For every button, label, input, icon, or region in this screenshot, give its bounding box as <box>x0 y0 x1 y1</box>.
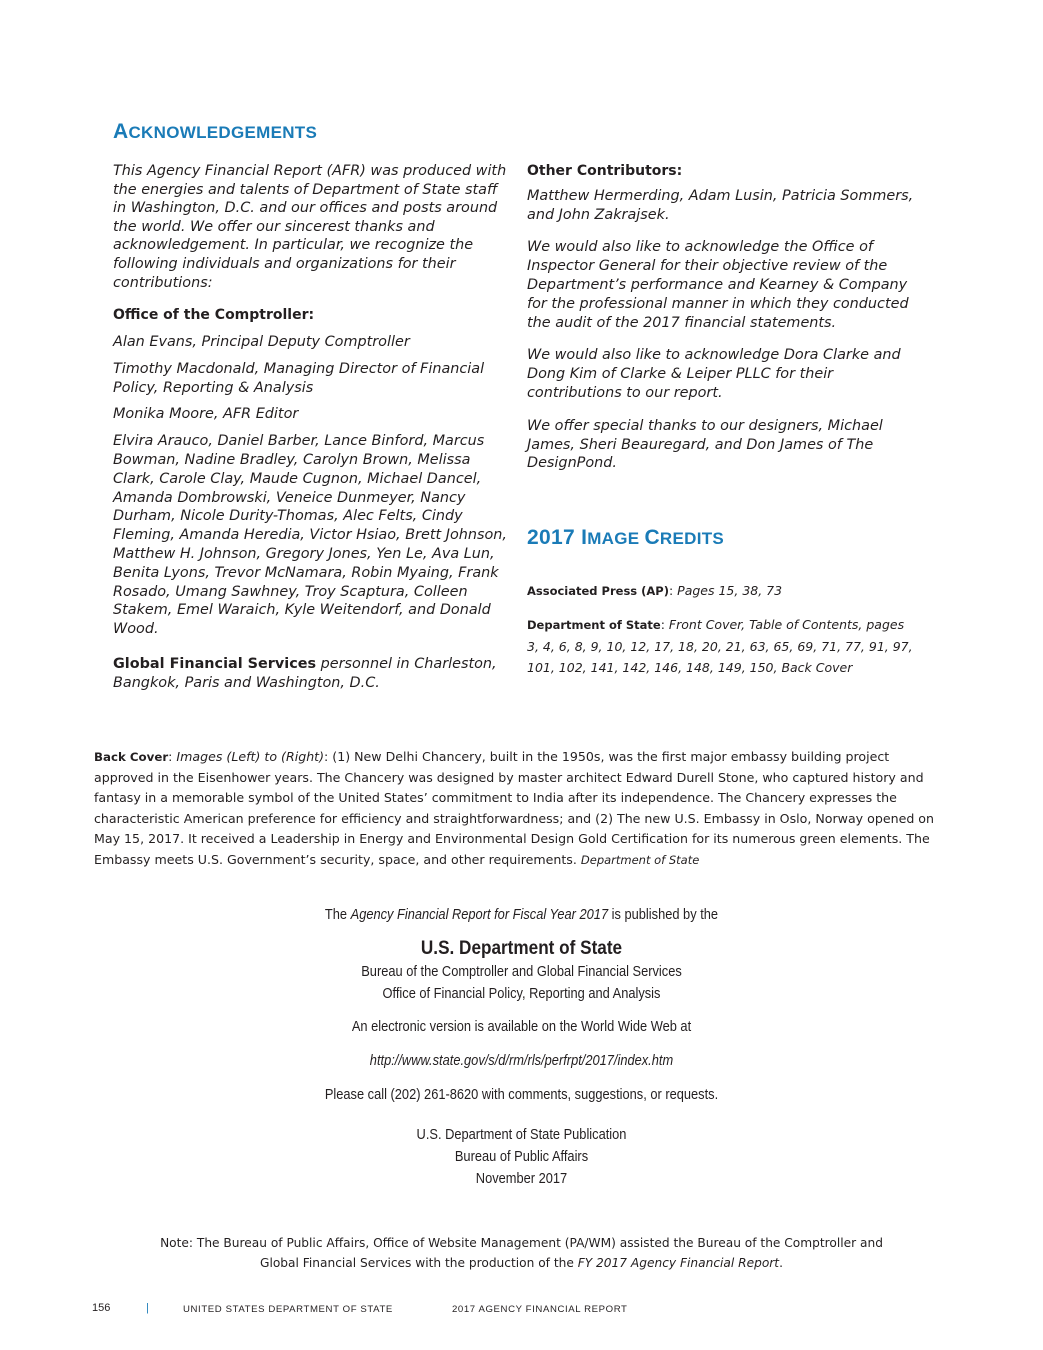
footer-department: UNITED STATES DEPARTMENT OF STATE <box>183 1304 393 1315</box>
left-column <box>113 162 508 701</box>
comptroller-staff-list: Elvira Arauco, Daniel Barber, Lance Binford, Marcus Bowman, Nadine Bradley, Carolyn Brown, Melissa Clark, Carole Clay, Maude Cugnon, Michael Dancel, Amanda Dombrowski, Veneice Dunmeyer, Nancy Durham, Nicole Durity-Thomas, Alec Felts, Cindy Fleming, Amanda Heredia, Victor Hsiao, Brett Johnson, Matthew H. Johnson, Gregory Jones, Yen Le, Ava Lun, Benita Lyons, Trevor McNamara, Robin Myaing, Frank Rosado, Umang Sawhney, Troy Scaptura, Colleen Stakem, Emel Waraich, Kyle Weitendorf, and Donald Wood. <box>113 433 507 638</box>
office-line: Office of Financial Policy, Reporting and Analysis <box>382 986 661 1002</box>
right-column <box>527 162 927 481</box>
publication-line: U.S. Department of State Publication <box>416 1127 627 1143</box>
ack-intro: This Agency Financial Report (AFR) was produced with the energies and talents of Department of State staff in Washington, D.C. and our offices and posts around the world. We offer our sincerest thanks and acknowledgement. In particular, we recognize the following individuals and organizations for their contributions: <box>113 163 507 291</box>
public-affairs-line: Bureau of Public Affairs <box>454 1149 589 1165</box>
designers-acknowledgement: We offer special thanks to our designers, Michael James, Sheri Beauregard, and Don James of The DesignPond. <box>527 417 883 472</box>
clarke-acknowledgement: We would also like to acknowledge Dora Clarke and Dong Kim of Clarke & Leiper PLLC for their contributions to our report. <box>527 347 901 401</box>
report-url-link[interactable]: http://www.state.gov/s/d/rm/rls/perfrpt/2017/index.htm <box>369 1053 674 1069</box>
department-name: U.S. Department of State <box>420 937 623 959</box>
electronic-version-line: An electronic version is available on the World Wide Web at <box>351 1019 692 1035</box>
acknowledgements-heading: ACKNOWLEDGEMENTS <box>113 120 318 143</box>
published-by-line: The Agency Financial Report for Fiscal Year 2017 is published by the <box>324 907 719 923</box>
other-contributors-heading: Other Contributors: <box>527 163 683 179</box>
comptroller-person: Alan Evans, Principal Deputy Comptroller <box>113 333 410 350</box>
contact-line: Please call (202) 261-8620 with comments, suggestions, or requests. <box>324 1087 719 1103</box>
publication-block <box>203 904 839 1190</box>
ap-credit: Associated Press (AP): Pages 15, 38, 73 <box>527 583 783 598</box>
back-cover-caption: Back Cover: Images (Left) to (Right): (1) New Delhi Chancery, built in the 1950s, was the first major embassy building project approved in the Eisenhower years. The Chancery was designed by master architect Edward Durell Stone, who captured history and fantasy in a memorable symbol of the United States’ commitment to India after its independence. The Chancery expresses the characteristic American preference for efficiency and straightforwardness; and (2) The new U.S. Embassy in Oslo, Norway opened on May 15, 2017. It received a Leadership in Energy and Environmental Design Gold Certification for its numerous green elements. The Embassy meets U.S. Government’s security, space, and other requirements. Department of State <box>94 749 934 867</box>
comptroller-heading: Office of the Comptroller: <box>113 307 315 324</box>
comptroller-person: Monika Moore, AFR Editor <box>113 406 299 423</box>
dos-credit: Department of State: Front Cover, Table of Contents, pages 3, 4, 6, 8, 9, 10, 12, 17, 18, 20, 21, 63, 65, 69, 71, 77, 91, 97, 101, 102, 141, 142, 146, 148, 149, 150, Back Cover <box>527 617 913 675</box>
oig-acknowledgement: We would also like to acknowledge the Office of Inspector General for their objective review of the Department’s performance and Kearney & Company for the professional manner in which they conducted the audit of the 2017 financial statements. <box>527 239 909 331</box>
footer-separator: | <box>146 1302 149 1314</box>
publication-date: November 2017 <box>475 1171 568 1187</box>
comptroller-person: Timothy Macdonald, Managing Director of Financial Policy, Reporting & Analysis <box>113 360 485 396</box>
footer-report-title: 2017 AGENCY FINANCIAL REPORT <box>452 1304 628 1315</box>
page-number: 156 <box>92 1302 111 1314</box>
gfs-credit: Global Financial Services personnel in Charleston, Bangkok, Paris and Washington, D.C. <box>113 655 497 691</box>
bureau-line: Bureau of the Comptroller and Global Financial Services <box>361 964 682 980</box>
production-note: Note: The Bureau of Public Affairs, Office of Website Management (PA/WM) assisted the Bureau of the Comptroller and Global Financial Services with the production of the FY 2017 Agency Financial Report. <box>160 1236 883 1270</box>
image-credits-heading: 2017 IMAGE CREDITS <box>527 526 725 549</box>
other-contributors: Matthew Hermerding, Adam Lusin, Patricia Sommers, and John Zakrajsek. <box>527 187 914 223</box>
